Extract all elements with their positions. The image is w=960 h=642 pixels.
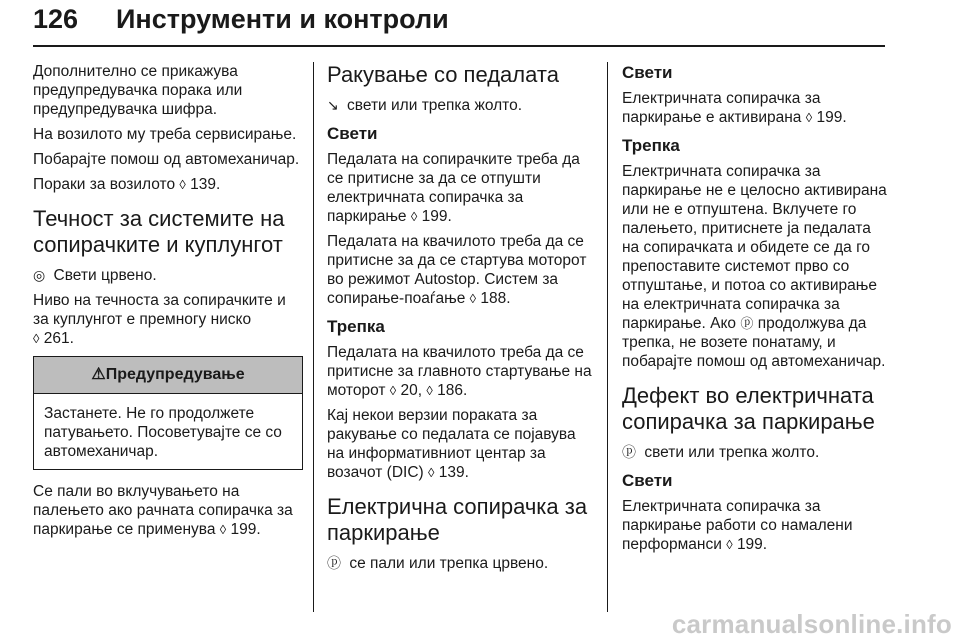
reference-arrow-icon: ◊	[805, 110, 813, 125]
section-heading-epb-fault: Дефект во електричната сопирачка за паркирање	[622, 383, 875, 434]
paragraph-text: Педалата на квачилото треба да се притисне за да се стартува моторот во режимот Autostop. Систем за сопирање-поаѓање	[327, 233, 587, 307]
paragraph	[327, 150, 595, 226]
reference-arrow-icon: ◊	[427, 465, 435, 480]
paragraph-text: Се пали во вклучувањето на палењето ако рачната сопирачка за паркирање се применува	[33, 483, 293, 538]
page-reference-link[interactable]: 186.	[437, 382, 468, 399]
paragraph	[33, 175, 303, 194]
page-header	[33, 4, 918, 46]
column-3	[622, 62, 892, 560]
indicator-line	[327, 554, 595, 573]
reference-arrow-icon: ◊	[426, 383, 433, 398]
indicator-line	[327, 96, 595, 115]
column-1	[33, 62, 303, 545]
indicator-text: свети или трепка жолто.	[347, 97, 523, 114]
indicator-text: Свети црвено.	[53, 267, 157, 284]
page-reference-link[interactable]: 261.	[43, 330, 74, 347]
paragraph-text: Педалата на квачилото треба да се притисне за главното стартување на моторот	[327, 344, 592, 399]
parking-brake-icon: ⓟ	[740, 316, 754, 331]
reference-arrow-icon: ◊	[389, 383, 397, 398]
column-2	[327, 62, 595, 579]
chapter-title: Инструменти и контроли	[116, 4, 449, 34]
paragraph	[622, 89, 892, 127]
subheading-lit: Свети	[327, 124, 378, 143]
reference-arrow-icon: ◊	[726, 537, 733, 552]
indicator-line	[622, 443, 892, 462]
subheading-lit: Свети	[622, 63, 673, 82]
indicator-line	[33, 266, 303, 285]
warning-header	[34, 357, 302, 394]
subheading-flash: Трепка	[622, 136, 680, 155]
page-reference-link[interactable]: 188.	[480, 290, 511, 307]
parking-brake-fault-icon: ⓟ	[622, 444, 636, 460]
page-reference-link[interactable]: 199.	[736, 536, 768, 553]
warning-box	[33, 356, 303, 470]
page-reference-link[interactable]: 199.	[421, 208, 452, 225]
paragraph-text: Електричната сопирачка за паркирање е активирана	[622, 90, 821, 126]
paragraph-text: продолжува да трепка, не возете понатаму, и побарајте помош од автомеханичар.	[622, 315, 886, 370]
section-heading-epb: Електрична сопирачка за паркирање	[327, 494, 588, 545]
reference-arrow-icon: ◊	[33, 331, 40, 346]
warning-icon: ⚠	[91, 366, 106, 383]
paragraph-text: Електричната сопирачка за паркирање не е целосно активирана или не е отпуштена. Вклучете го палењето, притиснете ја педалата на сопирачката и обидете се да го препоставите системот прво со отпуштање, и потоа со активирање на електричната сопирачка за паркирање. Ако	[622, 163, 887, 332]
indicator-text: свети или трепка жолто.	[644, 444, 820, 461]
watermark: carmanualsonline.info	[671, 609, 952, 639]
paragraph	[327, 406, 595, 482]
warning-title: Предупредување	[105, 366, 245, 383]
page-number: 126	[33, 4, 79, 34]
indicator-text: се пали или трепка црвено.	[349, 555, 549, 572]
parking-brake-icon: ⓟ	[327, 555, 341, 571]
paragraph-text: Ниво на течноста за сопирачките и за куплунгот е премногу ниско	[33, 292, 286, 328]
section-heading-pedal: Ракување со педалата	[327, 62, 559, 87]
paragraph	[622, 162, 892, 371]
paragraph-text: Електричната сопирачка за паркирање работи со намалени перформанси	[622, 498, 853, 553]
page-reference-link[interactable]: 20,	[400, 382, 423, 399]
page-reference-link[interactable]: 199.	[230, 521, 261, 538]
warning-body: Застанете. Не го продолжете патувањето. Посоветувајте се со автомеханичар.	[44, 405, 282, 460]
paragraph-text: Педалата на сопирачките треба да се притисне за да се отпушти електричната сопирачка за паркирање	[327, 151, 580, 225]
paragraph: На возилото му треба сервисирање.	[33, 126, 297, 143]
column-divider-2	[607, 62, 608, 612]
reference-arrow-icon: ◊	[179, 177, 186, 192]
paragraph	[327, 232, 595, 308]
subheading-lit: Свети	[622, 471, 673, 490]
paragraph	[622, 497, 892, 554]
subheading-flash: Трепка	[327, 317, 385, 336]
reference-arrow-icon: ◊	[410, 209, 418, 224]
paragraph	[33, 291, 303, 348]
brake-fluid-icon: ◎	[33, 267, 46, 283]
section-heading-brake-fluid: Течност за системите на сопирачките и куплунгот	[33, 206, 285, 257]
paragraph-text: Пораки за возилото	[33, 176, 176, 193]
paragraph: Побарајте помош од автомеханичар.	[33, 151, 300, 168]
header-divider	[33, 45, 885, 47]
page-reference-link[interactable]: 199.	[816, 109, 847, 126]
reference-arrow-icon: ◊	[219, 522, 227, 537]
brake-pedal-icon: ↘	[327, 97, 339, 113]
paragraph-text: Кај некои верзии пораката за ракување со педалата се појавува на информативниот центар за возачот (DIC)	[327, 407, 576, 481]
paragraph: Дополнително се прикажува предупредувачка порака или предупредувачка шифра.	[33, 63, 243, 118]
paragraph	[327, 343, 595, 400]
paragraph	[33, 482, 303, 539]
page-reference-link[interactable]: 139.	[438, 464, 469, 481]
page-reference-link[interactable]: 139.	[190, 176, 221, 193]
reference-arrow-icon: ◊	[469, 291, 477, 306]
column-divider-1	[313, 62, 314, 612]
